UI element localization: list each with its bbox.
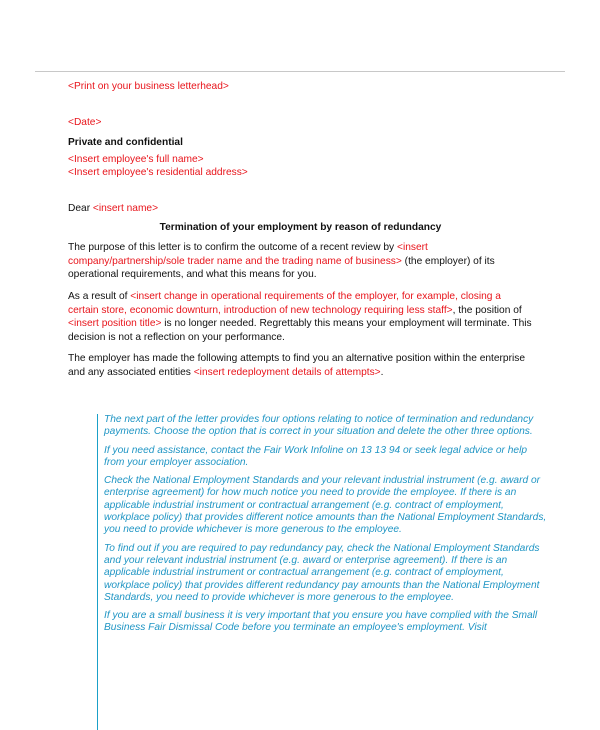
date-placeholder: <Date> — [68, 116, 102, 128]
letter-body — [68, 80, 533, 380]
salutation-name-placeholder: <insert name> — [92, 202, 159, 214]
guidance-note: If you need assistance, contact the Fair Work Infoline on 13 13 94 or seek legal advice or help from your employer association. — [104, 444, 528, 468]
letterhead-placeholder: <Print on your business letterhead> — [68, 81, 229, 92]
guidance-note: The next part of the letter provides four options relating to notice of termination and redundancy payments. Choose the option that is correct in your situation and delete the other three options. — [104, 414, 534, 438]
private-confidential: Private and confidential — [68, 137, 183, 149]
company-name-placeholder: <insert company/partnership/sole trader name and the trading name of business> — [68, 242, 428, 267]
operational-change-placeholder: <insert change in operational requirements of the employer, for example, closing a certain store, economic downturn, introduction of new technology requiring less staff> — [68, 290, 501, 316]
redeployment-text-end: . — [380, 366, 384, 378]
purpose-text-end: (the employer) of its operational requirements, and what this means for you. — [68, 255, 495, 281]
salutation — [68, 202, 533, 216]
paragraph-purpose — [68, 241, 533, 282]
result-text-mid: , the position of — [452, 304, 522, 316]
header-rule — [35, 71, 565, 72]
redeployment-placeholder: <insert redeployment details of attempts> — [193, 366, 381, 378]
employee-address-placeholder: <Insert employee's residential address> — [68, 167, 248, 179]
purpose-text: The purpose of this letter is to confirm the outcome of a recent review by — [68, 242, 397, 254]
letter-subject: Termination of your employment by reason of redundancy — [159, 221, 442, 233]
redeployment-text: The employer has made the following attempts to find you an alternative position within the enterprise and any associated entities — [68, 353, 525, 378]
paragraph-redeployment — [68, 352, 533, 379]
result-text: As a result of — [68, 290, 131, 302]
result-text-end: is no longer needed. Regrettably this means your employment will terminate. This decision is not a reflection on your performance. — [68, 318, 532, 343]
employee-name-placeholder: <Insert employee's full name> — [68, 153, 204, 165]
guidance-note: If you are a small business it is very important that you ensure you have complied with the Small Business Fair Dismissal Code before you terminate an employee's employment. Visit — [104, 610, 538, 634]
guidance-notes — [97, 414, 548, 730]
guidance-note: Check the National Employment Standards and your relevant industrial instrument (e.g. award or enterprise agreement) for how much notice you need to provide the employee. If there is an applicable industrial instrument or contractual arrangement (e.g. contract of employment, workplace policy) that provides different notice amounts than the National Employment Standards, you need to provide whichever is more generous to the employee. — [104, 475, 547, 536]
position-title-placeholder: <insert position title> — [68, 318, 162, 330]
guidance-note: To find out if you are required to pay redundancy pay, check the National Employment Standards and your relevant industrial instrument (e.g. award or enterprise agreement). If there is an applicable industrial instrument or contractual arrangement (e.g. contract of employment, workplace policy) that provides different redundancy pay amounts than the National Employment Standards, you need to provide whichever is more generous to the employee. — [104, 542, 540, 603]
salutation-text: Dear — [68, 202, 93, 214]
paragraph-result — [68, 290, 533, 344]
